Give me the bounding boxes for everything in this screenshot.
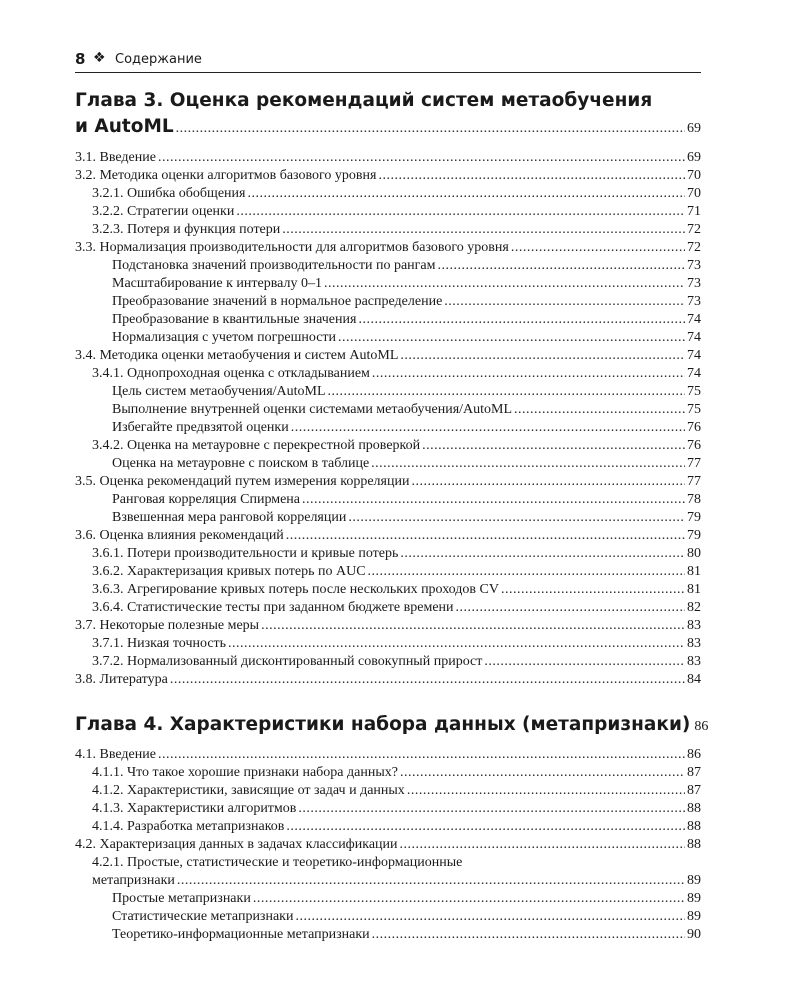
leader-dots bbox=[228, 636, 685, 652]
toc-entry-page: 83 bbox=[687, 618, 701, 633]
toc-entry-title: 3.7.1. Низкая точность bbox=[92, 636, 227, 651]
leader-dots bbox=[378, 168, 685, 184]
toc-entry[interactable] bbox=[112, 490, 701, 508]
toc-entry[interactable] bbox=[112, 292, 701, 310]
toc-entry-page: 72 bbox=[687, 222, 701, 237]
leader-dots bbox=[437, 258, 685, 274]
leader-dots bbox=[177, 873, 685, 889]
toc-entry-title: 4.1.3. Характеристики алгоритмов bbox=[92, 801, 297, 816]
toc-entry-page: 73 bbox=[687, 258, 701, 273]
toc-entry-title: 3.4.1. Однопроходная оценка с откладыванием bbox=[92, 366, 370, 381]
toc-entry-title: Взвешенная мера ранговой корреляции bbox=[112, 510, 347, 525]
leader-dots bbox=[511, 240, 685, 256]
toc-entry[interactable] bbox=[112, 454, 701, 472]
toc-entry-page: 75 bbox=[687, 384, 701, 399]
toc-entry[interactable] bbox=[112, 418, 701, 436]
toc-entry-page: 74 bbox=[687, 348, 701, 363]
toc-entry[interactable] bbox=[92, 184, 701, 202]
toc-entry-page: 89 bbox=[687, 891, 701, 906]
toc-entry-page: 75 bbox=[687, 402, 701, 417]
chapter4-title-row[interactable] bbox=[75, 711, 709, 735]
page-number: 8 bbox=[75, 50, 86, 68]
toc-entry-title: 3.6.3. Агрегирование кривых потерь после нескольких проходов CV bbox=[92, 582, 499, 597]
running-header bbox=[75, 48, 701, 73]
toc-entry-title: 3.6.1. Потери производительности и кривые потерь bbox=[92, 546, 399, 561]
toc-entry-title: 4.2. Характеризация данных в задачах классификации bbox=[75, 837, 398, 852]
leader-dots bbox=[372, 927, 685, 943]
chapter3-title-line1: Глава 3. Оценка рекомендаций систем метаобучения bbox=[75, 90, 653, 111]
toc-entry[interactable] bbox=[92, 853, 701, 871]
toc-entry[interactable] bbox=[92, 598, 701, 616]
leader-dots bbox=[253, 891, 685, 907]
toc-entry-title: 3.7.2. Нормализованный дисконтированный совокупный прирост bbox=[92, 654, 483, 669]
toc-entry[interactable] bbox=[112, 328, 701, 346]
toc-entry[interactable] bbox=[92, 436, 701, 454]
leader-dots bbox=[236, 204, 685, 220]
leader-dots bbox=[338, 330, 685, 346]
toc-entry-title: Подстановка значений производительности по рангам bbox=[112, 258, 436, 273]
toc-entry[interactable] bbox=[112, 889, 701, 907]
leader-dots bbox=[484, 654, 685, 670]
toc-entry[interactable] bbox=[92, 634, 701, 652]
toc-entry[interactable] bbox=[92, 580, 701, 598]
chapter3-page: 69 bbox=[687, 121, 701, 136]
toc-entry[interactable] bbox=[75, 835, 701, 853]
header-section-title: Содержание bbox=[115, 52, 202, 67]
toc-entry-title: 4.2.1. Простые, статистические и теоретико-информационные bbox=[92, 855, 463, 870]
toc-entry-page: 74 bbox=[687, 330, 701, 345]
toc-entry-page: 81 bbox=[687, 564, 701, 579]
toc-entry[interactable] bbox=[92, 763, 701, 781]
toc-entry-page: 77 bbox=[687, 474, 701, 489]
leader-dots bbox=[422, 438, 685, 454]
toc-entry-page: 89 bbox=[687, 873, 701, 888]
toc-entry-title: Оценка на метауровне с поиском в таблице bbox=[112, 456, 370, 471]
toc-entry-title: 3.2.2. Стратегии оценки bbox=[92, 204, 235, 219]
leader-dots bbox=[358, 312, 685, 328]
toc-entry-title: Масштабирование к интервалу 0–1 bbox=[112, 276, 322, 291]
toc-entry-page: 76 bbox=[687, 438, 701, 453]
toc-entry-title: Нормализация с учетом погрешности bbox=[112, 330, 337, 345]
toc-entry-title: Теоретико-информационные метапризнаки bbox=[112, 927, 370, 942]
toc-entry[interactable] bbox=[112, 925, 701, 943]
toc-entry-page: 83 bbox=[687, 636, 701, 651]
toc-entry-page: 74 bbox=[687, 312, 701, 327]
toc-entry[interactable] bbox=[92, 364, 701, 382]
toc-entry-title: 4.1.1. Что такое хорошие признаки набора данных? bbox=[92, 765, 398, 780]
toc-entry-page: 77 bbox=[687, 456, 701, 471]
leader-dots bbox=[247, 186, 685, 202]
toc-entry-page: 82 bbox=[687, 600, 701, 615]
leader-dots bbox=[444, 294, 685, 310]
toc-entry-title: 3.3. Нормализация производительности для алгоритмов базового уровня bbox=[75, 240, 509, 255]
leader-dots bbox=[456, 600, 685, 616]
toc-entry-title: 3.2. Методика оценки алгоритмов базового уровня bbox=[75, 168, 377, 183]
leader-dots bbox=[501, 582, 685, 598]
toc-entry[interactable] bbox=[75, 238, 701, 256]
toc-entry[interactable] bbox=[112, 907, 701, 925]
toc-entry-page: 79 bbox=[687, 528, 701, 543]
toc-entry-page: 86 bbox=[687, 747, 701, 762]
toc-entry-page: 84 bbox=[687, 672, 701, 687]
toc-entry-page: 90 bbox=[687, 927, 701, 942]
toc-entry-title: Выполнение внутренней оценки системами метаобучения/AutoML bbox=[112, 402, 513, 417]
toc-entry[interactable] bbox=[75, 670, 701, 688]
toc-entry-title: 3.7. Некоторые полезные меры bbox=[75, 618, 260, 633]
toc-entry[interactable] bbox=[112, 508, 701, 526]
toc-entry-page: 78 bbox=[687, 492, 701, 507]
toc-entry-title: Преобразование значений в нормальное распределение bbox=[112, 294, 443, 309]
toc-entry[interactable] bbox=[75, 472, 701, 490]
toc-entry-title: 3.8. Литература bbox=[75, 672, 168, 687]
leader-dots bbox=[372, 366, 685, 382]
toc-entry-page: 76 bbox=[687, 420, 701, 435]
toc-entry-page: 70 bbox=[687, 168, 701, 183]
toc-entry[interactable] bbox=[112, 256, 701, 274]
toc-entry[interactable] bbox=[92, 817, 701, 835]
toc-entry[interactable] bbox=[92, 220, 701, 238]
toc-entry-page: 89 bbox=[687, 909, 701, 924]
leader-dots bbox=[324, 276, 685, 292]
leader-dots bbox=[170, 672, 685, 688]
leader-dots bbox=[514, 402, 685, 418]
toc-entry-title: 3.5. Оценка рекомендаций путем измерения корреляции bbox=[75, 474, 410, 489]
leader-dots bbox=[176, 121, 685, 137]
toc-entry-title: Простые метапризнаки bbox=[112, 891, 251, 906]
toc-entry-page: 73 bbox=[687, 294, 701, 309]
leader-dots bbox=[368, 564, 685, 580]
toc-entry-page: 87 bbox=[687, 765, 701, 780]
toc-entry-page: 73 bbox=[687, 276, 701, 291]
chapter4-title: Глава 4. Характеристики набора данных (метапризнаки) bbox=[75, 714, 691, 735]
toc-entry-page: 79 bbox=[687, 510, 701, 525]
toc-entry-page: 80 bbox=[687, 546, 701, 561]
toc-entry-page: 74 bbox=[687, 366, 701, 381]
chapter4-page: 86 bbox=[694, 719, 709, 734]
toc-entry-title: 3.2.3. Потеря и функция потери bbox=[92, 222, 281, 237]
leader-dots bbox=[400, 348, 685, 364]
toc-entry-page: 69 bbox=[687, 150, 701, 165]
chapter3-title-line2: и AutoML bbox=[75, 116, 174, 137]
toc-entry-title: 3.1. Введение bbox=[75, 150, 156, 165]
leader-dots bbox=[286, 528, 685, 544]
leader-dots bbox=[400, 837, 685, 853]
toc-entry-page: 88 bbox=[687, 837, 701, 852]
leader-dots bbox=[298, 801, 685, 817]
toc-entry[interactable] bbox=[112, 400, 701, 418]
toc-entry[interactable] bbox=[92, 781, 701, 799]
toc-entry-page: 83 bbox=[687, 654, 701, 669]
toc-entry-title: 3.4.2. Оценка на метауровне с перекрестной проверкой bbox=[92, 438, 421, 453]
toc-entry-page: 88 bbox=[687, 801, 701, 816]
toc-entry[interactable] bbox=[75, 745, 701, 763]
toc-entry[interactable] bbox=[75, 148, 701, 166]
toc-entry-title: метапризнаки bbox=[92, 873, 175, 888]
leader-dots bbox=[328, 384, 685, 400]
toc-entry[interactable] bbox=[112, 274, 701, 292]
leader-dots bbox=[286, 819, 685, 835]
leader-dots bbox=[158, 747, 685, 763]
toc-entry[interactable] bbox=[75, 526, 701, 544]
toc-entry-title: 4.1. Введение bbox=[75, 747, 156, 762]
toc-entry-page: 87 bbox=[687, 783, 701, 798]
leader-dots bbox=[158, 150, 685, 166]
toc-entry-page: 88 bbox=[687, 819, 701, 834]
toc-entry[interactable] bbox=[92, 544, 701, 562]
toc-entry-title: 4.1.2. Характеристики, зависящие от задач и данных bbox=[92, 783, 405, 798]
leader-dots bbox=[348, 510, 685, 526]
toc-entry-title: 3.6.4. Статистические тесты при заданном бюджете времени bbox=[92, 600, 454, 615]
toc-entry-title: 3.4. Методика оценки метаобучения и систем AutoML bbox=[75, 348, 399, 363]
toc-entry-title: 3.2.1. Ошибка обобщения bbox=[92, 186, 246, 201]
toc-entry-page: 70 bbox=[687, 186, 701, 201]
leader-dots bbox=[291, 420, 685, 436]
toc-entry-title: Статистические метапризнаки bbox=[112, 909, 294, 924]
toc-entry-page: 72 bbox=[687, 240, 701, 255]
toc-entry-title: 3.6.2. Характеризация кривых потерь по AUC bbox=[92, 564, 366, 579]
leader-dots bbox=[282, 222, 685, 238]
toc-entry-page: 81 bbox=[687, 582, 701, 597]
leader-dots bbox=[400, 765, 685, 781]
toc-entry[interactable] bbox=[75, 616, 701, 634]
toc-entry-title: 4.1.4. Разработка метапризнаков bbox=[92, 819, 285, 834]
leader-dots bbox=[302, 492, 685, 508]
ornament-icon: ❖ bbox=[93, 50, 106, 66]
toc-entry[interactable] bbox=[92, 202, 701, 220]
toc-entry[interactable] bbox=[112, 382, 701, 400]
leader-dots bbox=[411, 474, 685, 490]
toc-entry[interactable] bbox=[92, 652, 701, 670]
toc-entry-title: Избегайте предвзятой оценки bbox=[112, 420, 289, 435]
toc-entry-title: 3.6. Оценка влияния рекомендаций bbox=[75, 528, 284, 543]
toc-entry[interactable] bbox=[75, 346, 701, 364]
toc-entry[interactable] bbox=[75, 166, 701, 184]
leader-dots bbox=[400, 546, 685, 562]
toc-entry-title: Ранговая корреляция Спирмена bbox=[112, 492, 301, 507]
leader-dots bbox=[261, 618, 685, 634]
chapter3-title-row[interactable] bbox=[75, 113, 701, 137]
toc-entry-page: 71 bbox=[687, 204, 701, 219]
leader-dots bbox=[371, 456, 685, 472]
toc-entry[interactable] bbox=[92, 562, 701, 580]
toc-entry-title: Цель систем метаобучения/AutoML bbox=[112, 384, 326, 399]
toc-entry[interactable] bbox=[92, 799, 701, 817]
toc-entry[interactable] bbox=[112, 310, 701, 328]
toc-entry[interactable] bbox=[92, 871, 701, 889]
leader-dots bbox=[295, 909, 685, 925]
toc-entry-title: Преобразование в квантильные значения bbox=[112, 312, 357, 327]
leader-dots bbox=[407, 783, 685, 799]
